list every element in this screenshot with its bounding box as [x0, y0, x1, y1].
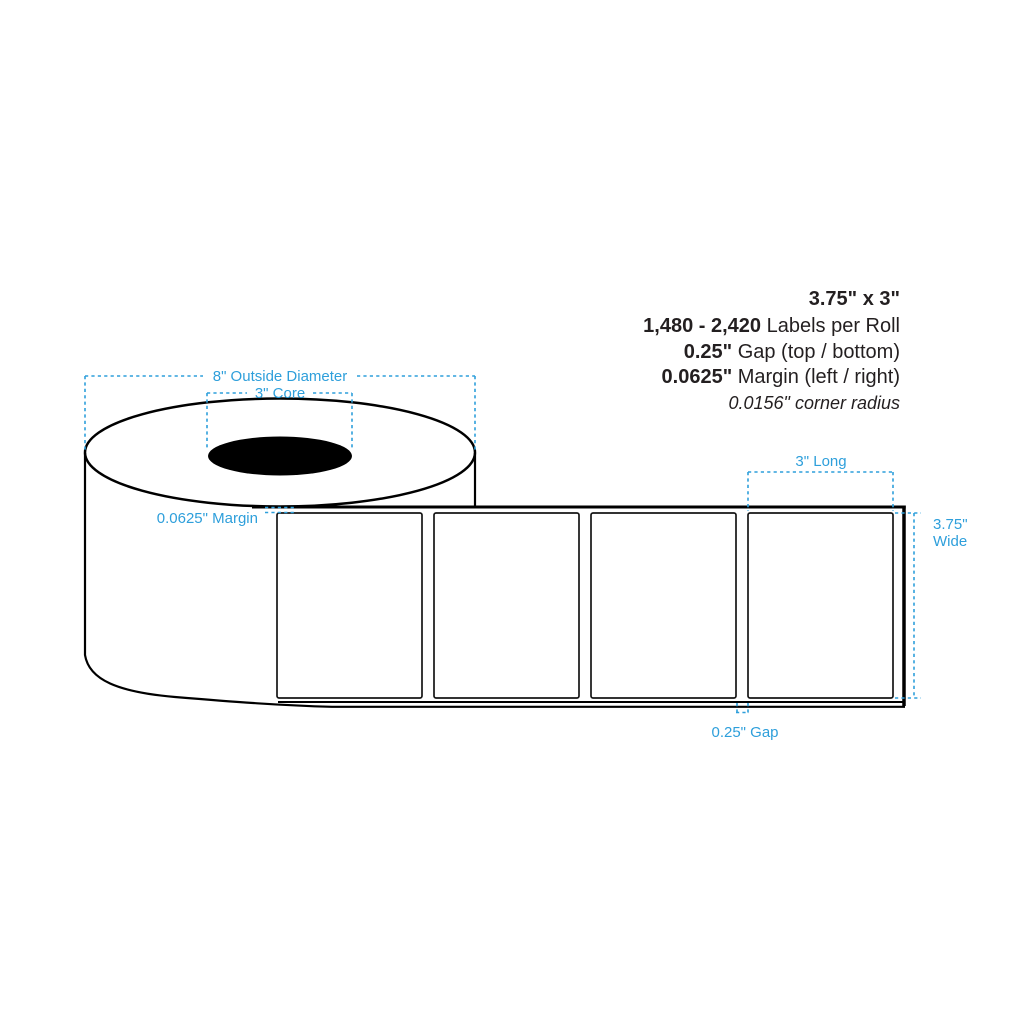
label-rect — [748, 513, 893, 698]
spec-size-value: 3.75" x 3" — [808, 288, 900, 310]
spec-gap — [684, 341, 900, 363]
callout-label-width — [933, 516, 968, 550]
callout-label-width-word: Wide — [933, 533, 968, 550]
label-rect — [277, 513, 422, 698]
spec-gap-label: Gap (top / bottom) — [732, 341, 900, 363]
spec-margin-label: Margin (left / right) — [732, 366, 900, 388]
spec-margin — [662, 366, 900, 388]
spec-count-label: Labels per Roll — [761, 315, 900, 337]
callout-bottom-gap: 0.25" Gap — [711, 724, 779, 741]
label-rect — [591, 513, 736, 698]
spec-count — [643, 315, 900, 337]
callout-core: 3" Core — [254, 385, 306, 402]
callout-left-margin: 0.0625" Margin — [156, 510, 258, 527]
spec-margin-value: 0.0625" — [661, 366, 733, 388]
callout-label-length: 3" Long — [795, 453, 847, 470]
spec-size — [809, 288, 900, 310]
roll-core-hole — [208, 437, 352, 476]
spec-gap-value: 0.25" — [683, 341, 733, 363]
callout-label-width-value: 3.75" — [933, 516, 968, 533]
spec-count-value: 1,480 - 2,420 — [643, 315, 762, 337]
label-rect — [434, 513, 579, 698]
spec-corner-radius: 0.0156" corner radius — [728, 393, 900, 413]
callout-outside-diameter: 8" Outside Diameter — [212, 368, 348, 385]
